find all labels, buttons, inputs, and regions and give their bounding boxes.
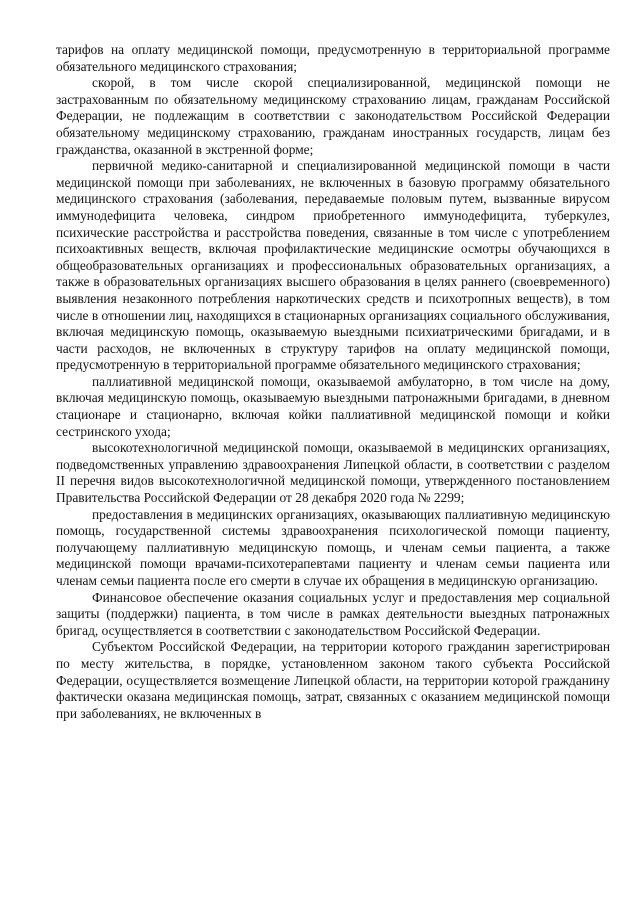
paragraph-high-tech-care: высокотехнологичной медицинской помощи, оказываемой в медицинских организациях, подведомственных управлению здравоохранения Липецкой области, в соответствии с разделом II перечня видов высокотехнологичной медицинской помощи, утвержденного постановлением Правительства Российской Федерации от 28 декабря 2020 года № 2299;	[56, 440, 610, 506]
paragraph-social-services-funding: Финансовое обеспечение оказания социальных услуг и предоставления мер социальной защиты (поддержки) пациента, в том числе в рамках деятельности выездных патронажных бригад, осуществляется в соответствии с законодательством Российской Федерации.	[56, 589, 610, 638]
paragraph-tariffs-continuation: тарифов на оплату медицинской помощи, предусмотренную в территориальной программе обязательного медицинского страхования;	[56, 42, 610, 74]
paragraph-primary-specialized-care: первичной медико-санитарной и специализированной медицинской помощи в части медицинской помощи при заболеваниях, не включенных в базовую программу обязательного медицинского страхования (заболевания, передаваемые половым путем, вызванные вирусом иммунодефицита человека, синдром приобретенного иммунодефицита, туберкулез, психические расстройства и расстройства поведения, связанные в том числе с употреблением психоактивных веществ, включая профилактические медицинские осмотры обучающихся в общеобразовательных организациях и профессиональных образовательных организациях, а также в образовательных организациях высшего образования в целях раннего (своевременного) выявления незаконного потребления наркотических средств и психотропных веществ), в том числе в отношении лиц, находящихся в стационарных организациях социального обслуживания, включая медицинскую помощь, оказываемую выездными психиатрическими бригадами, и в части расходов, не включенных в структуру тарифов на оплату медицинской помощи, предусмотренную в территориальной программе обязательного медицинского страхования;	[56, 158, 610, 373]
document-page	[56, 42, 610, 722]
paragraph-emergency-care: скорой, в том числе скорой специализированной, медицинской помощи не застрахованным по обязательному медицинскому страхованию лицам, гражданам Российской Федерации, не подлежащим в соответствии с законодательством Российской Федерации обязательному медицинскому страхованию, гражданам иностранных государств, лицам без гражданства, оказанной в экстренной форме;	[56, 75, 610, 157]
paragraph-palliative-care: паллиативной медицинской помощи, оказываемой амбулаторно, в том числе на дому, включая медицинскую помощь, оказываемую выездными патронажными бригадами, в дневном стационаре и стационарно, включая койки паллиативной медицинской помощи и койки сестринского ухода;	[56, 373, 610, 439]
paragraph-subject-reimbursement: Субъектом Российской Федерации, на территории которого гражданин зарегистрирован по месту жительства, в порядке, установленном законом такого субъекта Российской Федерации, осуществляется возмещение Липецкой области, на территории которой гражданину фактически оказана медицинская помощь, затрат, связанных с оказанием медицинской помощи при заболеваниях, не включенных в	[56, 639, 610, 721]
paragraph-psychological-help: предоставления в медицинских организациях, оказывающих паллиативную медицинскую помощь, государственной системы здравоохранения психологической помощи пациенту, получающему паллиативную медицинскую помощь, и членам семьи пациента, а также медицинской помощи врачами-психотерапевтами пациенту и членам семьи пациента или членам семьи пациента после его смерти в случае их обращения в медицинскую организацию.	[56, 506, 610, 588]
